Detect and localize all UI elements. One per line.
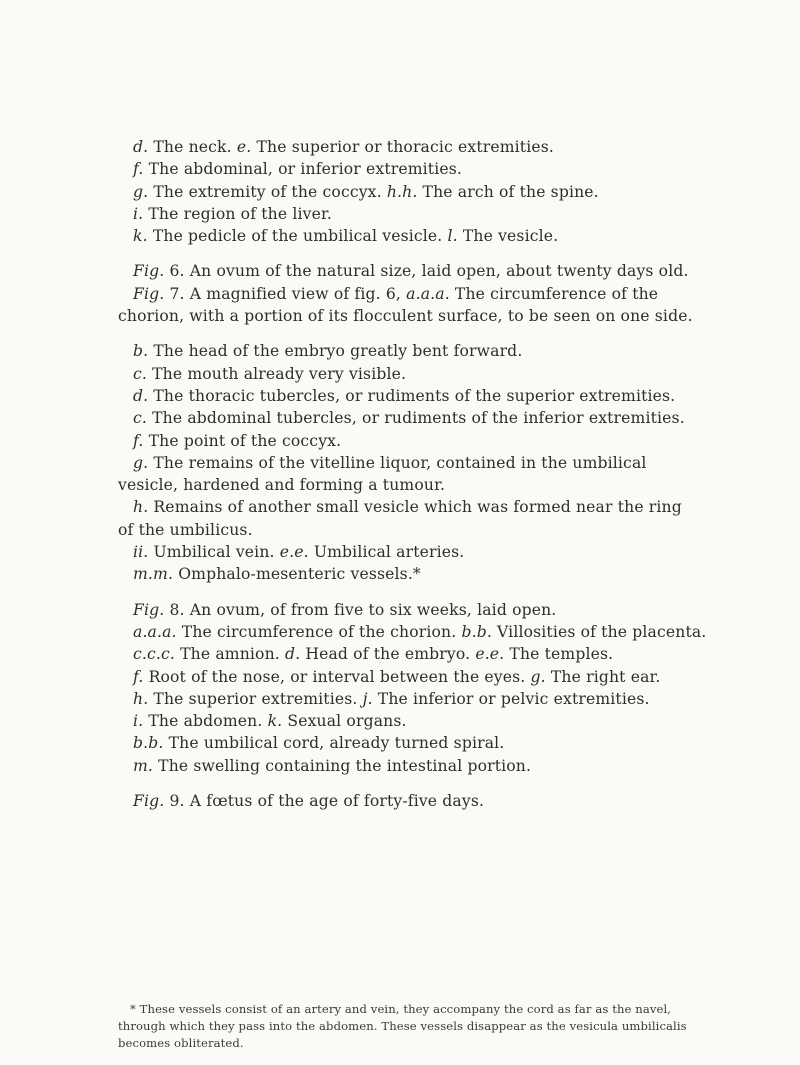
text-line: h. The superior extremities. j. The inferior or pelvic extremities. bbox=[133, 689, 650, 708]
fig-8-caption: Fig. 8. An ovum, of from five to six weeks, laid open. bbox=[133, 600, 557, 619]
text-line: vesicle, hardened and forming a tumour. bbox=[118, 476, 446, 495]
text-line: i. The region of the liver. bbox=[133, 204, 332, 223]
text-line: f. Root of the nose, or interval between the eyes. g. The right ear. bbox=[133, 667, 661, 686]
footnote-line: * These vessels consist of an artery and vein, they accompany the cord as far as the navel, bbox=[130, 1002, 672, 1016]
text-line: c. The mouth already very visible. bbox=[133, 364, 407, 383]
text-line: f. The abdominal, or inferior extremities. bbox=[133, 160, 462, 179]
text-line: g. The remains of the vitelline liquor, contained in the umbilical bbox=[133, 453, 647, 472]
fig-9-caption: Fig. 9. A fœtus of the age of forty-five days. bbox=[133, 792, 485, 811]
text-line: ii. Umbilical vein. e.e. Umbilical arteries. bbox=[133, 543, 465, 562]
footnote-line: through which they pass into the abdomen. These vessels disappear as the vesicula umbilicalis bbox=[118, 1019, 687, 1033]
text-line: i. The abdomen. k. Sexual organs. bbox=[133, 712, 407, 731]
text-line: c.c.c. The amnion. d. Head of the embryo. e.e. The temples. bbox=[133, 645, 614, 664]
text-line: a.a.a. The circumference of the chorion. b.b. Villosities of the placenta. bbox=[133, 622, 707, 641]
text-line: k. The pedicle of the umbilical vesicle. l. The vesicle. bbox=[133, 227, 559, 246]
text-line: d. The neck. e. The superior or thoracic extremities. bbox=[133, 138, 554, 156]
footnote bbox=[118, 1001, 698, 1052]
text-line: f. The point of the coccyx. bbox=[133, 431, 342, 450]
text-line: m. The swelling containing the intestinal portion. bbox=[133, 756, 532, 775]
page-text bbox=[118, 136, 707, 812]
fig-7-caption: Fig. 7. A magnified view of fig. 6, a.a.a. The circumference of the bbox=[133, 284, 659, 303]
footnote-line: becomes obliterated. bbox=[118, 1036, 244, 1050]
fig-6-caption: Fig. 6. An ovum of the natural size, laid open, about twenty days old. bbox=[133, 262, 689, 281]
text-line: c. The abdominal tubercles, or rudiments of the inferior extremities. bbox=[133, 409, 685, 428]
text-line: g. The extremity of the coccyx. h.h. The arch of the spine. bbox=[133, 182, 599, 201]
text-line: m.m. Omphalo-mesenteric vessels.* bbox=[133, 565, 421, 584]
text-line: chorion, with a portion of its flocculent surface, to be seen on one side. bbox=[118, 307, 693, 326]
text-line: h. Remains of another small vesicle which was formed near the ring bbox=[133, 498, 682, 517]
text-line: d. The thoracic tubercles, or rudiments of the superior extremities. bbox=[133, 386, 676, 405]
text-line: b. The head of the embryo greatly bent forward. bbox=[133, 342, 523, 361]
text-line: b.b. The umbilical cord, already turned spiral. bbox=[133, 734, 505, 753]
text-line: of the umbilicus. bbox=[118, 520, 253, 539]
